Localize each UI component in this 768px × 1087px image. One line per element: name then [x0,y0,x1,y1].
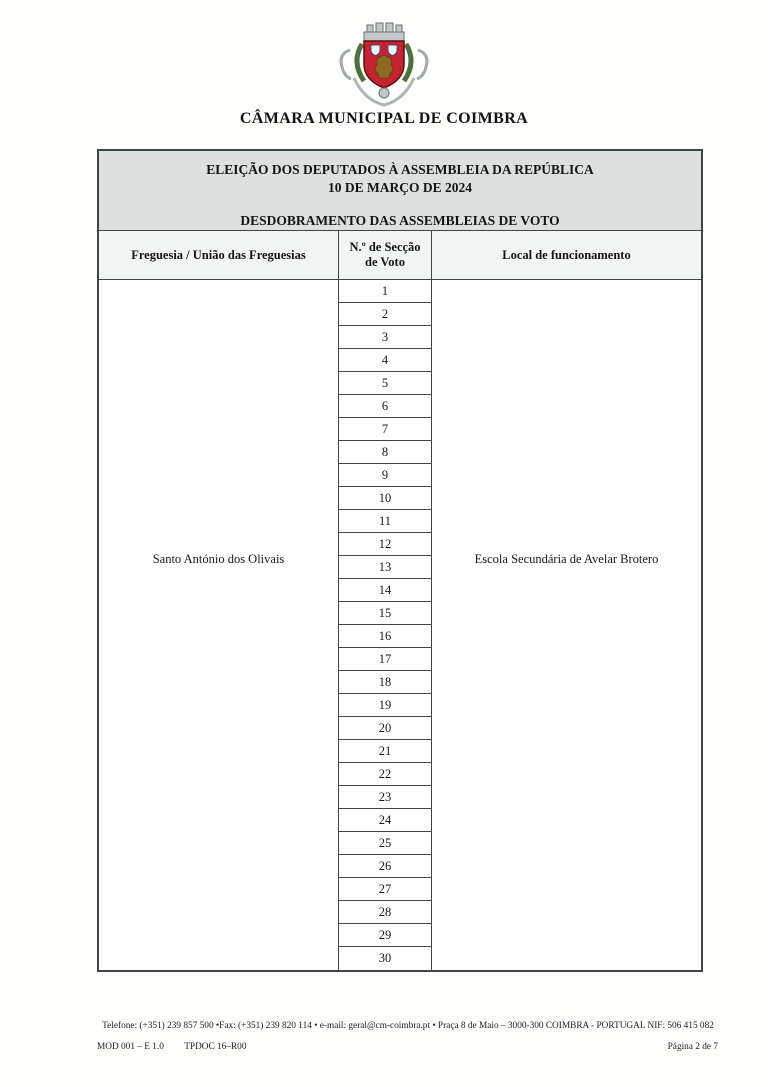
election-title: ELEIÇÃO DOS DEPUTADOS À ASSEMBLEIA DA REPÚBLICA [206,162,594,177]
local-cell: Escola Secundária de Avelar Brotero [474,552,659,566]
section-row: 17 [339,648,431,671]
election-date: 10 DE MARÇO DE 2024 [328,180,472,195]
section-row: 25 [339,832,431,855]
table-subtitle: DESDOBRAMENTO DAS ASSEMBLEIAS DE VOTO [240,213,560,228]
section-row: 26 [339,855,431,878]
footer-doc-code-tpdoc: TPDOC 16–R00 [184,1042,247,1052]
section-row: 24 [339,809,431,832]
section-row: 30 [378,951,392,965]
section-row: 29 [339,924,431,947]
section-row: 15 [339,602,431,625]
coimbra-coat-of-arms-icon [334,20,434,110]
section-row: 11 [339,510,431,533]
section-row: 5 [339,372,431,395]
section-row: 19 [339,694,431,717]
section-row: 14 [339,579,431,602]
section-row: 2 [339,303,431,326]
section-row: 23 [339,786,431,809]
section-row: 3 [339,326,431,349]
section-row: 9 [339,464,431,487]
freguesia-cell: Santo António dos Olivais [152,552,285,566]
footer-contact: Telefone: (+351) 239 857 500 •Fax: (+351) 239 820 114 • e-mail: geral@cm-coimbra.pt • Praça 8 de Maio – 3000-300 COIMBRA - PORTUGAL NIF: 506 415 082 [102,1021,714,1031]
section-row: 4 [339,349,431,372]
section-row: 21 [339,740,431,763]
footer-bottom [97,1042,718,1052]
section-row: 20 [339,717,431,740]
section-row: 6 [339,395,431,418]
section-row: 10 [339,487,431,510]
table-body [99,280,701,970]
col-header-seccao: N.º de Secção de Voto [338,231,432,279]
section-row: 27 [339,878,431,901]
col-header-local: Local de funcionamento [502,247,631,262]
footer-doc-codes [97,1042,246,1052]
section-list [338,280,432,970]
section-row: 22 [339,763,431,786]
section-row: 28 [339,901,431,924]
voting-assemblies-table [97,149,703,972]
footer-page-number: Página 2 de 7 [667,1042,718,1052]
section-row: 7 [339,418,431,441]
column-headers [99,231,701,280]
section-row: 8 [339,441,431,464]
section-row: 1 [339,280,431,303]
footer-doc-code-mod: MOD 001 – E 1.0 [97,1042,164,1052]
table-header [99,151,701,231]
section-row: 13 [339,556,431,579]
section-row: 18 [339,671,431,694]
section-row: 16 [339,625,431,648]
org-title: CÂMARA MUNICIPAL DE COIMBRA [239,110,529,127]
col-header-freguesia: Freguesia / União das Freguesias [131,247,306,262]
section-row: 12 [339,533,431,556]
